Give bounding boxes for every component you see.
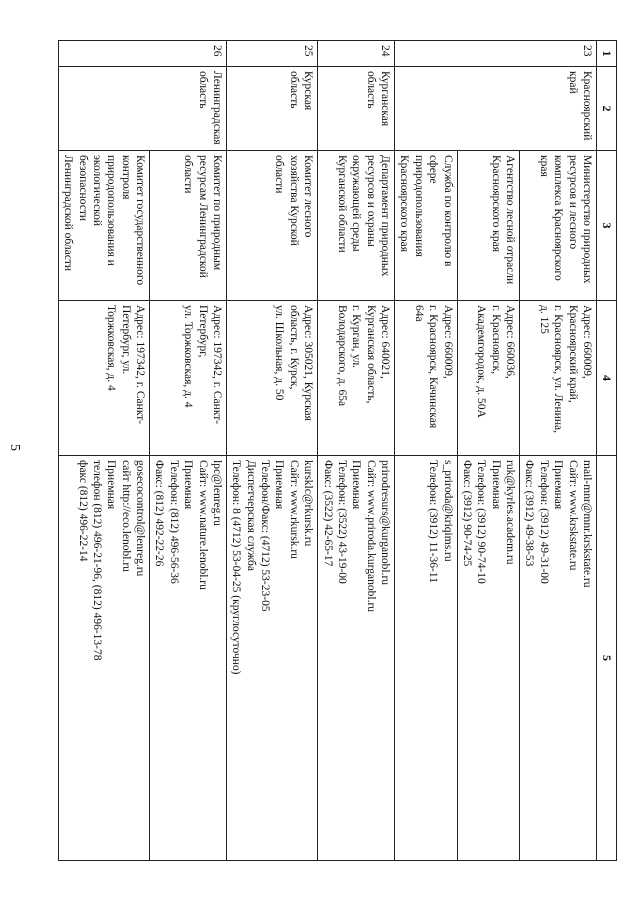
text-line: Департамент природных bbox=[379, 155, 392, 277]
address-cell bbox=[395, 301, 458, 456]
text-line: Красноярский край, bbox=[566, 305, 579, 403]
text-line: ресурсов и охраны bbox=[364, 155, 377, 247]
text-line: г. Красноярск, ул. Ленина, bbox=[552, 305, 565, 433]
text-line: Министерство природных bbox=[581, 155, 593, 284]
text-line: Факс: (812) 492-22-26 bbox=[153, 460, 166, 567]
text-line: Адрес: 305021, Курская bbox=[302, 305, 315, 421]
text-line: Диспетчерская служба bbox=[244, 460, 257, 572]
text-line: Факс: (3912) 90-74-25 bbox=[461, 460, 473, 567]
text-line: Факс: (3912) 49-38-53 bbox=[523, 460, 536, 567]
text-line: Служба по контролю в bbox=[441, 155, 454, 267]
text-line: сфере bbox=[427, 155, 440, 184]
region-cell: Ленинградская область bbox=[58, 67, 226, 151]
text-line: д. 125 bbox=[537, 305, 550, 334]
text-line: Приемная bbox=[182, 460, 195, 510]
text-line: сайт http://eco.lenobl.ru bbox=[119, 460, 132, 572]
header-cell: 5 bbox=[597, 456, 617, 861]
text-line: Сайт: www.rkursk.ru bbox=[287, 460, 300, 559]
text-line: Красноярского края bbox=[398, 155, 411, 252]
table-row bbox=[318, 41, 395, 861]
text-line: ресурсам Ленинградской bbox=[196, 155, 209, 278]
contacts-cell bbox=[457, 456, 520, 861]
text-line: gosecocontrol@lenreg.ru bbox=[134, 460, 147, 577]
table-row bbox=[227, 41, 318, 861]
text-line: природопользования bbox=[412, 155, 425, 257]
page-number: 5 bbox=[7, 444, 22, 451]
text-line: область, г. Курск, bbox=[287, 305, 300, 390]
organization-cell bbox=[58, 151, 149, 301]
text-line: г. Курган, ул. bbox=[350, 305, 363, 369]
header-row bbox=[597, 41, 617, 861]
region-cell: Курская область bbox=[227, 67, 318, 151]
address-cell bbox=[227, 301, 318, 456]
address-cell bbox=[457, 301, 520, 456]
text-line: факс (812) 496-22-14 bbox=[76, 460, 89, 562]
text-line: экологической bbox=[91, 155, 103, 227]
text-line: Телефон: 8 (4712) 53-04-25 (круглосуточно) bbox=[230, 460, 243, 675]
table-row bbox=[520, 41, 597, 861]
contacts-cell bbox=[150, 456, 227, 861]
text-line: Адрес: 197342, г. Санкт- bbox=[134, 305, 147, 425]
region-cell: Курганская область bbox=[318, 67, 395, 151]
text-line: окружающей среды bbox=[350, 155, 363, 252]
text-line: Сайт: www.krskstate.ru bbox=[566, 460, 579, 571]
text-line: Адрес: 660036, bbox=[504, 305, 517, 379]
address-cell bbox=[318, 301, 395, 456]
address-cell bbox=[520, 301, 597, 456]
text-line: Сайт: www.priroda.kurganobl.ru bbox=[364, 460, 377, 613]
rotated-page bbox=[57, 40, 617, 860]
text-line: Телефон/Факс: (4712) 53-23-05 bbox=[259, 460, 272, 612]
text-line: Приемная bbox=[489, 460, 502, 510]
text-line: Приемная bbox=[552, 460, 565, 510]
text-line: Приемная bbox=[105, 460, 118, 510]
organization-cell bbox=[520, 151, 597, 301]
organization-cell bbox=[395, 151, 458, 301]
text-line: Приемная bbox=[350, 460, 363, 510]
contacts-cell bbox=[58, 456, 149, 861]
text-line: области bbox=[182, 155, 195, 194]
text-line: 64а bbox=[412, 305, 425, 322]
row-number: 23 bbox=[395, 41, 597, 67]
text-line: контроля bbox=[119, 155, 132, 200]
text-line: Телефон: (3912) 11-36-11 bbox=[427, 460, 440, 583]
table-row bbox=[395, 41, 458, 861]
text-line: безопасности bbox=[76, 155, 89, 222]
text-line: Агентство лесной отрасли bbox=[504, 155, 517, 285]
header-cell: 3 bbox=[597, 151, 617, 301]
text-line: телефон (812) 496-21-96, (812) 496-13-78 bbox=[91, 460, 103, 661]
text-line: lpc@lenreg.ru bbox=[211, 460, 223, 526]
contacts-cell bbox=[520, 456, 597, 861]
organization-cell bbox=[457, 151, 520, 301]
text-line: Комитет государственного bbox=[134, 155, 147, 286]
region-cell: Красноярский край bbox=[395, 67, 597, 151]
text-line: Ленинградской области bbox=[62, 155, 75, 272]
text-line: Адрес: 660009, bbox=[441, 305, 454, 379]
text-line: хозяйства Курской bbox=[287, 155, 300, 246]
row-number: 26 bbox=[58, 41, 226, 67]
text-line: Володарского, д. 65а bbox=[336, 305, 348, 407]
organization-cell bbox=[227, 151, 318, 301]
table-row bbox=[150, 41, 227, 861]
text-line: ресурсов и лесного bbox=[566, 155, 579, 250]
text-line: Торжковская, д. 4 bbox=[105, 305, 118, 391]
text-line: s_priroda@kriqims.ru bbox=[441, 460, 454, 562]
text-line: Адрес: 640021, bbox=[379, 305, 392, 379]
text-line: Адрес: 660009, bbox=[581, 305, 593, 379]
text-line: Приемная bbox=[273, 460, 286, 510]
row-number: 25 bbox=[227, 41, 318, 67]
text-line: Комитет лесного bbox=[302, 155, 315, 238]
text-line: края bbox=[537, 155, 550, 177]
contacts-cell bbox=[227, 456, 318, 861]
text-line: ул. Торжковская, д. 4 bbox=[182, 305, 195, 408]
text-line: ruk@kyrles.academ.ru bbox=[504, 460, 517, 565]
text-line: Телефон: (3522) 43-19-00 bbox=[336, 460, 348, 584]
address-cell bbox=[58, 301, 149, 456]
text-line: Телефон: (812) 496-56-36 bbox=[167, 460, 180, 584]
text-line: Петербург, ул. bbox=[119, 305, 132, 375]
text-line: kursklc@rkursk.ru bbox=[302, 460, 315, 547]
text-line: г. Красноярск, bbox=[489, 305, 502, 375]
organization-cell bbox=[318, 151, 395, 301]
text-line: Факс: (3522) 42-65-17 bbox=[321, 460, 334, 567]
text-line: Академгородок, д. 50А bbox=[475, 305, 488, 418]
text-line: mail-mnr@mnr.krskstate.ru bbox=[581, 460, 593, 588]
text-line: области bbox=[273, 155, 286, 194]
text-line: Петербург, bbox=[196, 305, 209, 358]
organization-cell bbox=[150, 151, 227, 301]
text-line: комплекса Красноярского bbox=[552, 155, 565, 281]
text-line: Курганская область, bbox=[364, 305, 377, 404]
text-line: Телефон: (3912) 90-74-10 bbox=[475, 460, 488, 584]
text-line: г. Красноярск, Качинская bbox=[427, 305, 440, 429]
table-row bbox=[457, 41, 520, 861]
text-line: Сайт: www.nature.lenobl.ru bbox=[196, 460, 209, 590]
header-cell: 4 bbox=[597, 301, 617, 456]
text-line: Комитет по природным bbox=[211, 155, 223, 271]
address-cell bbox=[150, 301, 227, 456]
contacts-cell bbox=[318, 456, 395, 861]
text-line: Адрес: 197342, г. Санкт- bbox=[211, 305, 223, 425]
text-line: Телефон: (3912) 49-31-00 bbox=[537, 460, 550, 584]
table-body bbox=[58, 41, 596, 861]
table-row bbox=[58, 41, 149, 861]
row-number: 24 bbox=[318, 41, 395, 67]
text-line: природопользования и bbox=[105, 155, 118, 266]
header-cell: 1 bbox=[597, 41, 617, 67]
contacts-cell bbox=[395, 456, 458, 861]
text-line: Красноярского края bbox=[489, 155, 502, 252]
organizations-table bbox=[58, 40, 617, 861]
header-cell: 2 bbox=[597, 67, 617, 151]
text-line: ул. Школьная, д. 50 bbox=[273, 305, 286, 401]
text-line: prirodresurs@kurganobl.ru bbox=[379, 460, 392, 586]
text-line: Курганской области bbox=[336, 155, 348, 253]
